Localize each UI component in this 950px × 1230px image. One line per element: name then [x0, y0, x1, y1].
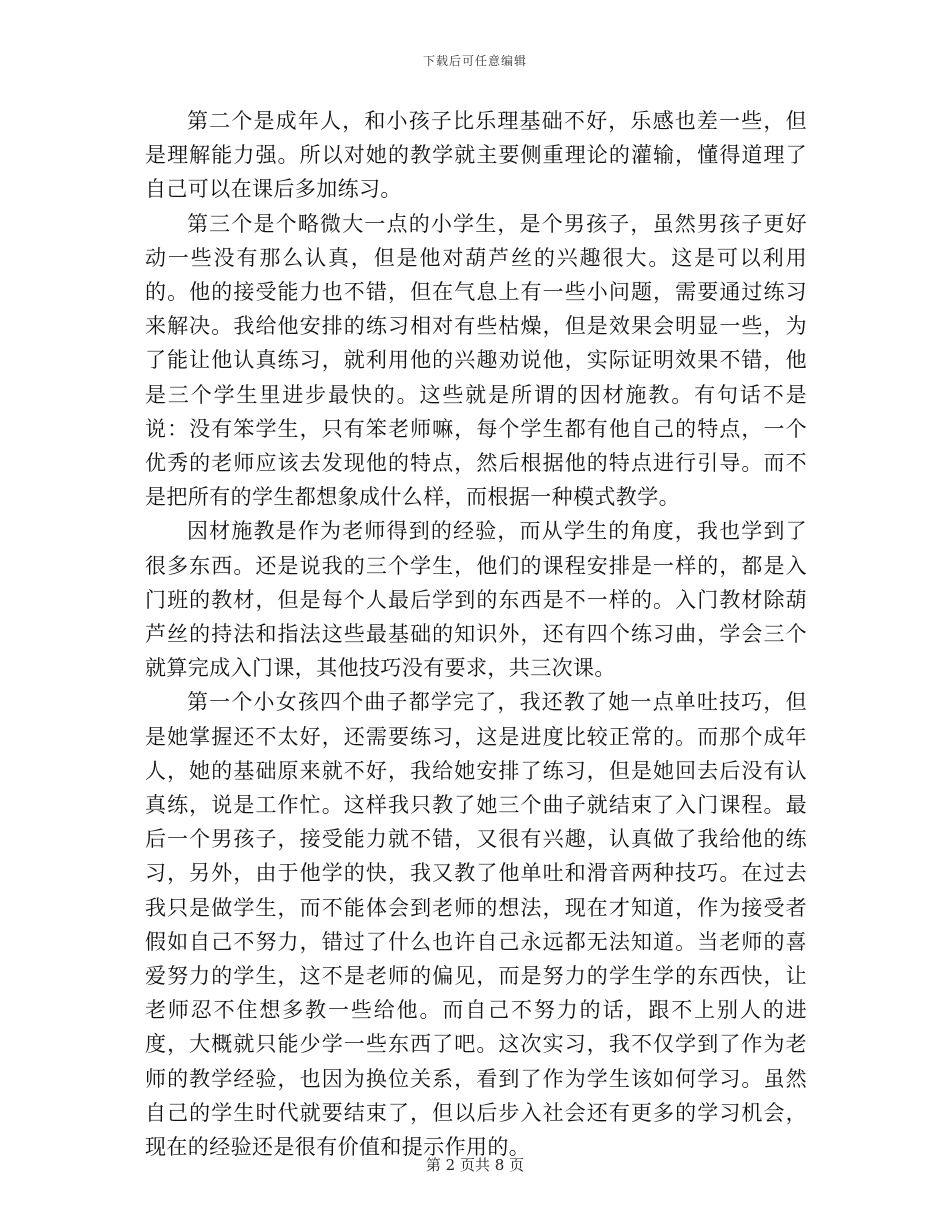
- paragraph-3: 因材施教是作为老师得到的经验，而从学生的角度，我也学到了很多东西。还是说我的三个学生，他们的课程安排是一样的，都是入门班的教材，但是每个人最后学到的东西是不一样的。入门教材除葫芦丝的持法和指法这些最基础的知识外，还有四个练习曲，学会三个就算完成入门课，其他技巧没有要求，共三次课。: [145, 519, 807, 681]
- paragraph-4: 第一个小女孩四个曲子都学完了，我还教了她一点单吐技巧，但是她掌握还不太好，还需要练习，这是进度比较正常的。而那个成年人，她的基础原来就不好，我给她安排了练习，但是她回去后没有认真练，说是工作忙。这样我只教了她三个曲子就结束了入门课程。最后一个男孩子，接受能力就不错，又很有兴趣，认真做了我给他的练习，另外，由于他学的快，我又教了他单吐和滑音两种技巧。在过去我只是做学生，而不能体会到老师的想法，现在才知道，作为接受者假如自己不努力，错过了什么也许自己永远都无法知道。当老师的喜爱努力的学生，这不是老师的偏见，而是努力的学生学的东西快，让老师忍不住想多教一些给他。而自己不努力的话，跟不上别人的进度，大概就只能少学一些东西了吧。这次实习，我不仅学到了作为老师的教学经验，也因为换位关系，看到了作为学生该如何学习。虽然自己的学生时代就要结束了，但以后步入社会还有更多的学习机会，现在的经验还是很有价值和提示作用的。: [145, 690, 807, 1160]
- page-header: 下载后可任意编辑: [422, 54, 527, 68]
- paragraph-1: 第二个是成年人，和小孩子比乐理基础不好，乐感也差一些，但是理解能力强。所以对她的教学就主要侧重理论的灌输，懂得道理了自己可以在课后多加练习。: [145, 109, 807, 202]
- page-number: 第 2 页共 8 页: [425, 1156, 525, 1174]
- paragraph-2: 第三个是个略微大一点的小学生，是个男孩子，虽然男孩子更好动一些没有那么认真，但是他对葫芦丝的兴趣很大。这是可以利用的。他的接受能力也不错，但在气息上有一些小问题，需要通过练习来解决。我给他安排的练习相对有些枯燥，但是效果会明显一些，为了能让他认真练习，就利用他的兴趣劝说他，实际证明效果不错，他是三个学生里进步最快的。这些就是所谓的因材施教。有句话不是说：没有笨学生，只有笨老师嘛，每个学生都有他自己的特点，一个优秀的老师应该去发现他的特点，然后根据他的特点进行引导。而不是把所有的学生都想象成什么样，而根据一种模式教学。: [145, 211, 807, 510]
- document-body: [145, 104, 807, 1164]
